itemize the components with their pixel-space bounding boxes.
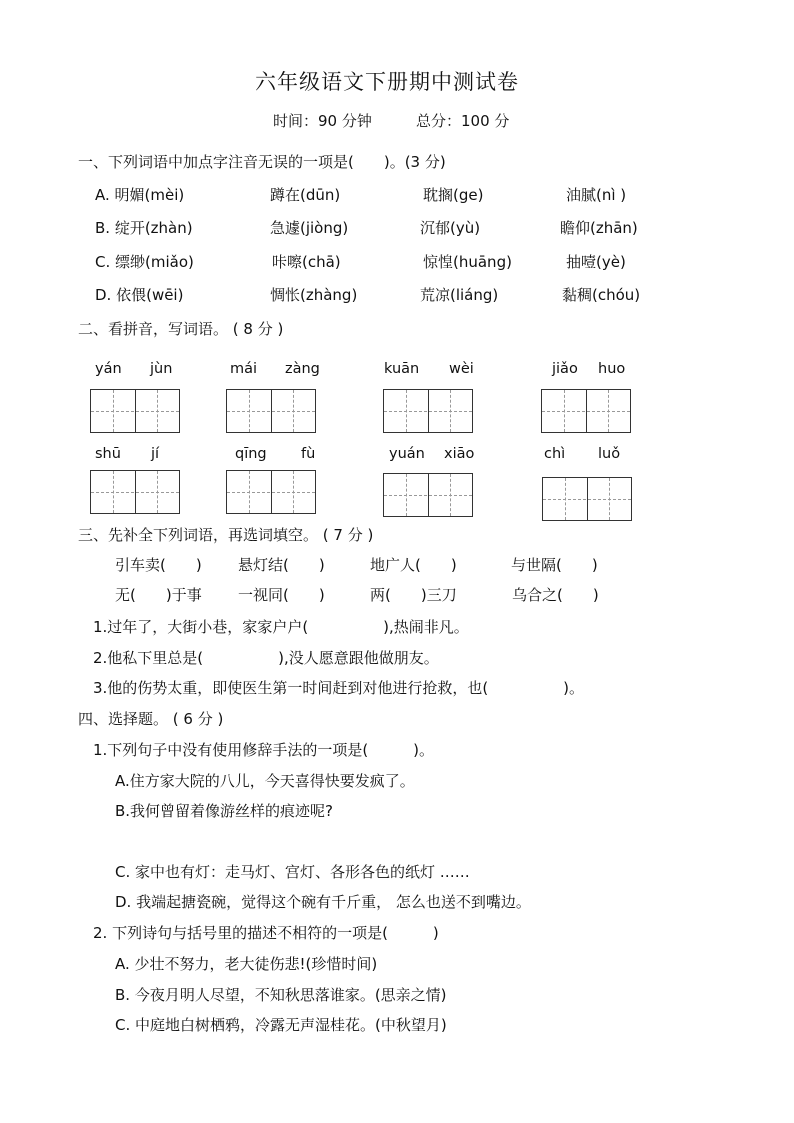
idiom-blank[interactable]: 引车卖( ) (115, 556, 202, 574)
pinyin-label: shū (95, 446, 121, 462)
q1-option-a-word1: A. 明媚(mèi) (95, 186, 185, 204)
q1-option-c-word3: 惊惶(huāng) (423, 253, 512, 271)
idiom-blank[interactable]: 两( )三刀 (370, 586, 457, 604)
q1-heading: 一、下列词语中加点字注音无误的一项是( )。(3 分) (78, 153, 446, 171)
q1-option-a-word4: 油腻(nì ) (566, 186, 627, 204)
q1-option-d-word1: D. 依偎(wēi) (95, 286, 184, 304)
q1-option-d-word2: 惆怅(zhàng) (270, 286, 358, 304)
q4-2-stem: 2. 下列诗句与括号里的描述不相符的一项是( ) (93, 924, 439, 942)
q1-option-a-word2: 蹲在(dūn) (270, 186, 341, 204)
pinyin-label: jùn (150, 361, 173, 377)
q1-option-c-word4: 抽噎(yè) (566, 253, 626, 271)
pinyin-label: kuān (384, 361, 420, 377)
q1-option-b-word3: 沉郁(yù) (420, 219, 481, 237)
pinyin-label: huo (598, 361, 626, 377)
q4-1-option-a[interactable]: A.住方家大院的八儿，今天喜得快要发疯了。 (115, 772, 415, 790)
q1-option-b-word1: B. 绽开(zhàn) (95, 219, 193, 237)
pinyin-label: luǒ (598, 446, 621, 462)
q1-option-d-word3: 荒凉(liáng) (420, 286, 499, 304)
page-title: 六年级语文下册期中测试卷 (255, 70, 519, 94)
q4-1-option-b[interactable]: B.我何曾留着像游丝样的痕迹呢? (115, 802, 334, 820)
q4-1-stem: 1.下列句子中没有使用修辞手法的一项是( )。 (93, 741, 435, 759)
q4-1-option-c[interactable]: C. 家中也有灯：走马灯、宫灯、各形各色的纸灯 …… (115, 863, 470, 881)
q1-option-a-word3: 耽搁(ge) (423, 186, 484, 204)
q1-option-d-word4: 黏稠(chóu) (562, 286, 641, 304)
pinyin-label: jí (151, 446, 160, 462)
q4-heading: 四、选择题。 ( 6 分 ) (78, 710, 224, 728)
q1-option-c-word2: 咔嚓(chā) (272, 253, 341, 271)
q2-heading: 二、看拼音，写词语。 ( 8 分 ) (78, 320, 284, 338)
pinyin-label: yán (95, 361, 122, 377)
pinyin-label: zàng (285, 361, 320, 377)
idiom-blank[interactable]: 乌合之( ) (512, 586, 599, 604)
idiom-blank[interactable]: 与世隔( ) (511, 556, 598, 574)
idiom-blank[interactable]: 一视同( ) (238, 586, 325, 604)
idiom-blank[interactable]: 悬灯结( ) (238, 556, 325, 574)
pinyin-label: chì (544, 446, 566, 462)
writing-grid[interactable] (383, 389, 473, 433)
pinyin-label: wèi (449, 361, 474, 377)
exam-time: 时间：90 分钟 (273, 112, 372, 130)
exam-total-score: 总分：100 分 (416, 112, 510, 130)
pinyin-label: xiāo (444, 446, 475, 462)
idiom-blank[interactable]: 无( )于事 (115, 586, 202, 604)
writing-grid[interactable] (226, 389, 316, 433)
writing-grid[interactable] (383, 473, 473, 517)
pinyin-label: jiǎo (552, 361, 578, 377)
q1-option-c-word1: C. 缥缈(miǎo) (95, 253, 194, 271)
q4-2-option-c[interactable]: C. 中庭地白树栖鸦，冷露无声湿桂花。(中秋望月) (115, 1016, 447, 1034)
writing-grid[interactable] (90, 389, 180, 433)
q1-option-b-word2: 急遽(jiòng) (270, 219, 349, 237)
q3-heading: 三、先补全下列词语，再选词填空。 ( 7 分 ) (78, 526, 374, 544)
fill-sentence-2[interactable]: 2.他私下里总是( ),没人愿意跟他做朋友。 (93, 649, 439, 667)
writing-grid[interactable] (542, 477, 632, 521)
pinyin-label: mái (230, 361, 258, 377)
writing-grid[interactable] (90, 470, 180, 514)
fill-sentence-1[interactable]: 1.过年了，大街小巷，家家户户( ),热闹非凡。 (93, 618, 469, 636)
pinyin-label: qīng (235, 446, 267, 462)
q4-2-option-a[interactable]: A. 少壮不努力，老大徒伤悲!(珍惜时间) (115, 955, 378, 973)
writing-grid[interactable] (226, 470, 316, 514)
q4-2-option-b[interactable]: B. 今夜月明人尽望，不知秋思落谁家。(思亲之情) (115, 986, 447, 1004)
pinyin-label: yuán (389, 446, 425, 462)
idiom-blank[interactable]: 地广人( ) (370, 556, 457, 574)
pinyin-label: fù (301, 446, 316, 462)
writing-grid[interactable] (541, 389, 631, 433)
q4-1-option-d[interactable]: D. 我端起搪瓷碗，觉得这个碗有千斤重， 怎么也送不到嘴边。 (115, 893, 531, 911)
fill-sentence-3[interactable]: 3.他的伤势太重，即使医生第一时间赶到对他进行抢救，也( )。 (93, 679, 585, 697)
q1-option-b-word4: 瞻仰(zhān) (560, 219, 638, 237)
